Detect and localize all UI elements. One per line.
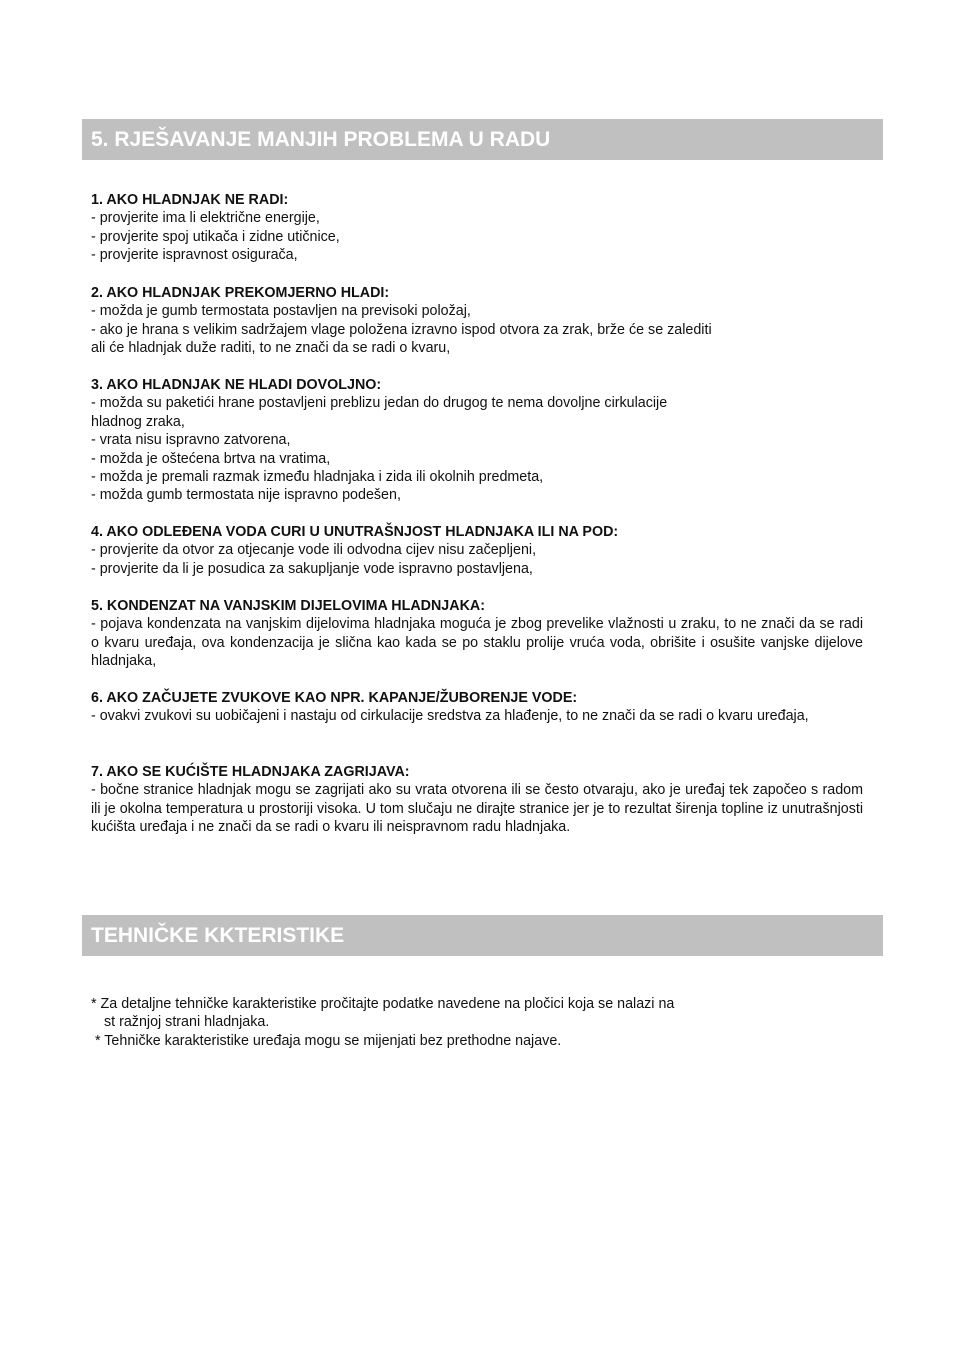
problem-line: ali će hladnjak duže raditi, to ne znači da se radi o kvaru,: [91, 340, 451, 357]
problem-paragraph: - pojava kondenzata na vanjskim dijelovima hladnjaka moguća je zbog prevelike vlažnosti u zraku, to ne znači da se radi o kvaru uređaja, ova kondenzacija je slična kao kada se po staklu prolije vruća voda, obrišite i osušite vanjske dijelove hladnjaka,: [91, 616, 863, 670]
technical-notes: [91, 995, 871, 1050]
problem-section-5: [91, 597, 863, 671]
problem-heading: 5. KONDENZAT NA VANJSKIM DIJELOVIMA HLADNJAKA:: [91, 598, 485, 614]
problem-section-2: [91, 284, 863, 358]
section-banner-troubleshooting: 5. RJEŠAVANJE MANJIH PROBLEMA U RADU: [82, 119, 883, 160]
problem-line: - provjerite ispravnost osigurača,: [91, 247, 298, 264]
problem-line: - provjerite da li je posudica za sakupljanje vode ispravno postavljena,: [91, 560, 533, 577]
problem-line: - vrata nisu ispravno zatvorena,: [91, 432, 291, 449]
problem-paragraph: - bočne stranice hladnjak mogu se zagrijati ako su vrata otvorena ili se često otvaraju, ako je uređaj tek započeo s radom ili je okolna temperatura u prostoriji visoka. U tom slučaju ne dirajte stranice jer je to rezultat širenja topline iz unutrašnjosti kućišta uređaja i ne znači da se radi o kvaru ili neispravnom radu hladnjaka.: [91, 782, 863, 836]
problem-section-4: [91, 523, 863, 578]
problem-line: - provjerite ima li električne energije,: [91, 210, 320, 227]
problem-section-3: [91, 376, 863, 505]
problem-line: hladnog zraka,: [91, 413, 185, 430]
technical-note-line: * Tehničke karakteristike uređaja mogu se mijenjati bez prethodne najave.: [95, 1032, 562, 1049]
problem-section-1: [91, 191, 863, 265]
problem-heading: 7. AKO SE KUĆIŠTE HLADNJAKA ZAGRIJAVA:: [91, 764, 410, 780]
problem-heading: 1. AKO HLADNJAK NE RADI:: [91, 192, 289, 208]
technical-note-line: * Za detaljne tehničke karakteristike pročitajte podatke navedene na pločici koja se nalazi na: [91, 996, 675, 1012]
problem-line: - ako je hrana s velikim sadržajem vlage položena izravno ispod otvora za zrak, brže će se zalediti: [91, 321, 712, 338]
technical-note-line: st ražnjoj strani hladnjaka.: [104, 1014, 270, 1031]
problem-section-6: [91, 689, 863, 726]
problem-line: - možda gumb termostata nije ispravno podešen,: [91, 487, 401, 504]
problem-heading: 6. AKO ZAČUJETE ZVUKOVE KAO NPR. KAPANJE/ŽUBORENJE VODE:: [91, 690, 578, 706]
problem-heading: 2. AKO HLADNJAK PREKOMJERNO HLADI:: [91, 285, 390, 301]
problem-heading: 3. AKO HLADNJAK NE HLADI DOVOLJNO:: [91, 377, 382, 393]
problem-line: - možda su paketići hrane postavljeni preblizu jedan do drugog te nema dovoljne cirkulacije: [91, 395, 668, 412]
problem-section-7: [91, 763, 863, 837]
problem-line: - možda je gumb termostata postavljen na previsoki položaj,: [91, 303, 471, 320]
problem-heading: 4. AKO ODLEĐENA VODA CURI U UNUTRAŠNJOST HLADNJAKA ILI NA POD:: [91, 524, 619, 540]
problem-line: - možda je oštećena brtva na vratima,: [91, 450, 331, 467]
problem-line: - provjerite da otvor za otjecanje vode ili odvodna cijev nisu začepljeni,: [91, 542, 537, 559]
problem-line: - možda je premali razmak između hladnjaka i zida ili okolnih predmeta,: [91, 469, 544, 486]
section-banner-technical: TEHNIČKE KKTERISTIKE: [82, 915, 883, 956]
problem-line: - provjerite spoj utikača i zidne utičnice,: [91, 228, 340, 245]
problem-paragraph: - ovakvi zvukovi su uobičajeni i nastaju od cirkulacije sredstva za hlađenje, to ne znači da se radi o kvaru uređaja,: [91, 708, 809, 725]
